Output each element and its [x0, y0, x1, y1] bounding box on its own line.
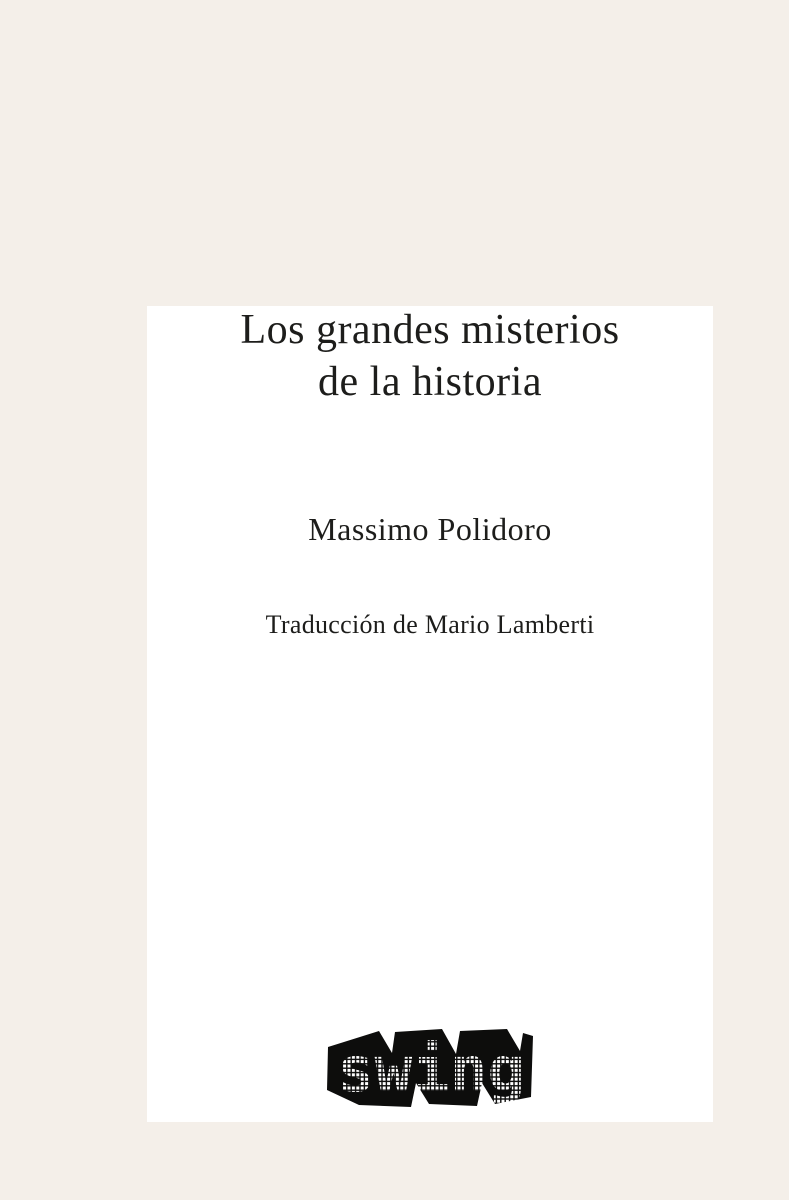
book-title-line-2: de la historia [318, 359, 542, 405]
swing-publisher-logo [325, 1020, 535, 1110]
book-title-line-1: Los grandes misterios [240, 307, 620, 353]
book-title [147, 304, 713, 408]
swing-logo-graphic [325, 1020, 535, 1110]
translation-credit: Traducción de Mario Lamberti [265, 610, 595, 639]
author-name: Massimo Polidoro [308, 511, 552, 547]
title-page [147, 306, 713, 1122]
swing-logo-text: swing [337, 1033, 525, 1106]
